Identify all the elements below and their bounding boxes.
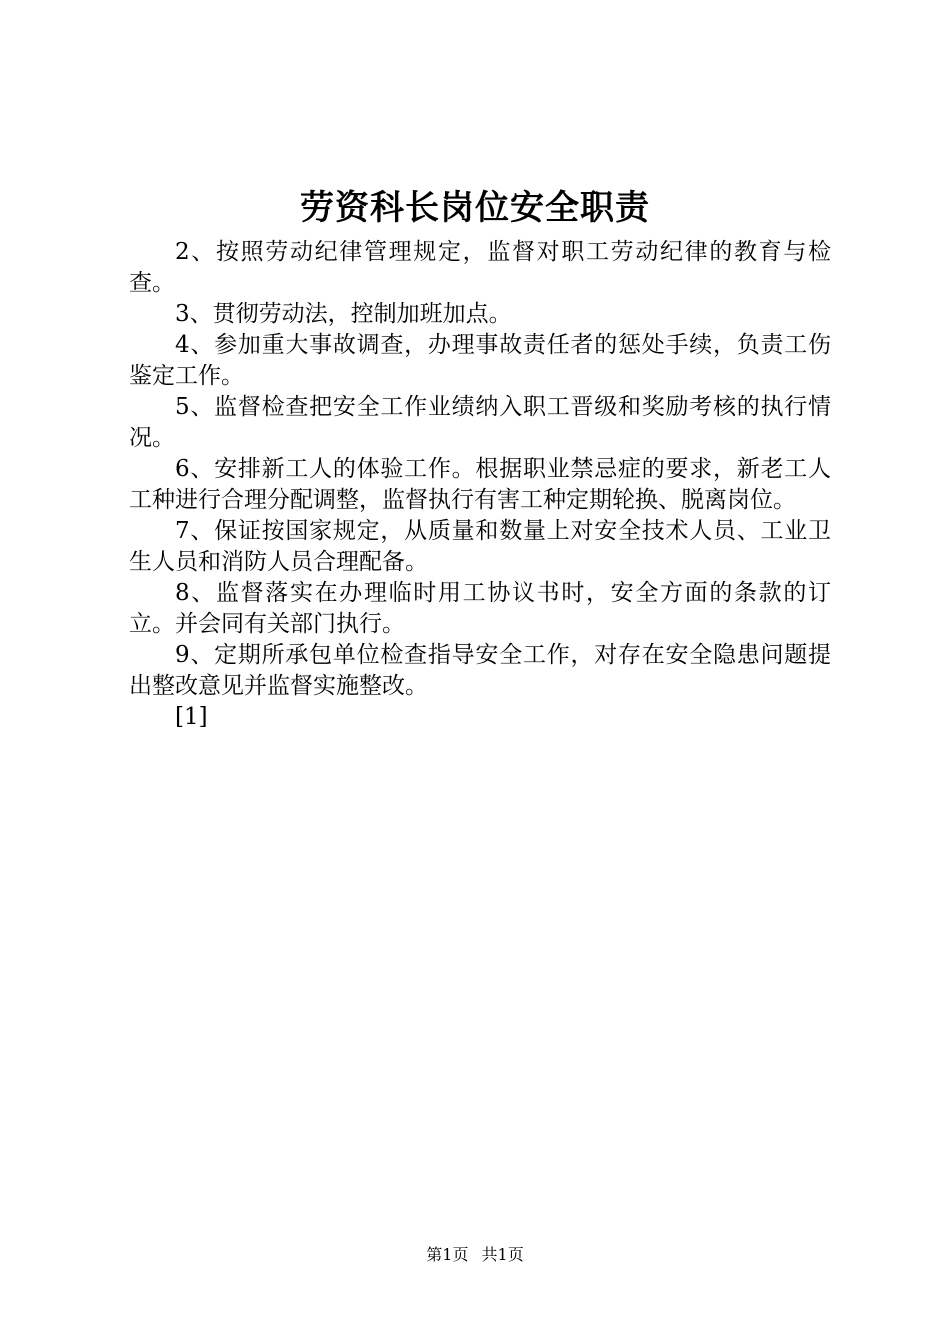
paragraph-7: 7、保证按国家规定，从质量和数量上对安全技术人员、工业卫生人员和消防人员合理配备。	[129, 518, 831, 575]
paragraph-3: 3、贯彻劳动法，控制加班加点。	[175, 301, 512, 327]
page-total: 共1页	[481, 1245, 524, 1264]
paragraph-2: 2、按照劳动纪律管理规定，监督对职工劳动纪律的教育与检查。	[129, 239, 831, 296]
paragraph-6: 6、安排新工人的体验工作。根据职业禁忌症的要求，新老工人工种进行合理分配调整，监督执行有害工种定期轮换、脱离岗位。	[129, 456, 831, 513]
page-footer	[0, 1244, 950, 1266]
reference-marker: [1]	[175, 704, 208, 730]
paragraph-8: 8、监督落实在办理临时用工协议书时，安全方面的条款的订立。并会同有关部门执行。	[129, 580, 831, 637]
document-body	[129, 237, 831, 733]
page-number: 第1页	[426, 1245, 469, 1264]
paragraph-4: 4、参加重大事故调查，办理事故责任者的惩处手续，负责工伤鉴定工作。	[129, 332, 831, 389]
document-title: 劳资科长岗位安全职责	[300, 188, 650, 228]
paragraph-5: 5、监督检查把安全工作业绩纳入职工晋级和奖励考核的执行情况。	[129, 394, 831, 451]
paragraph-9: 9、定期所承包单位检查指导安全工作，对存在安全隐患问题提出整改意见并监督实施整改。	[129, 642, 831, 699]
